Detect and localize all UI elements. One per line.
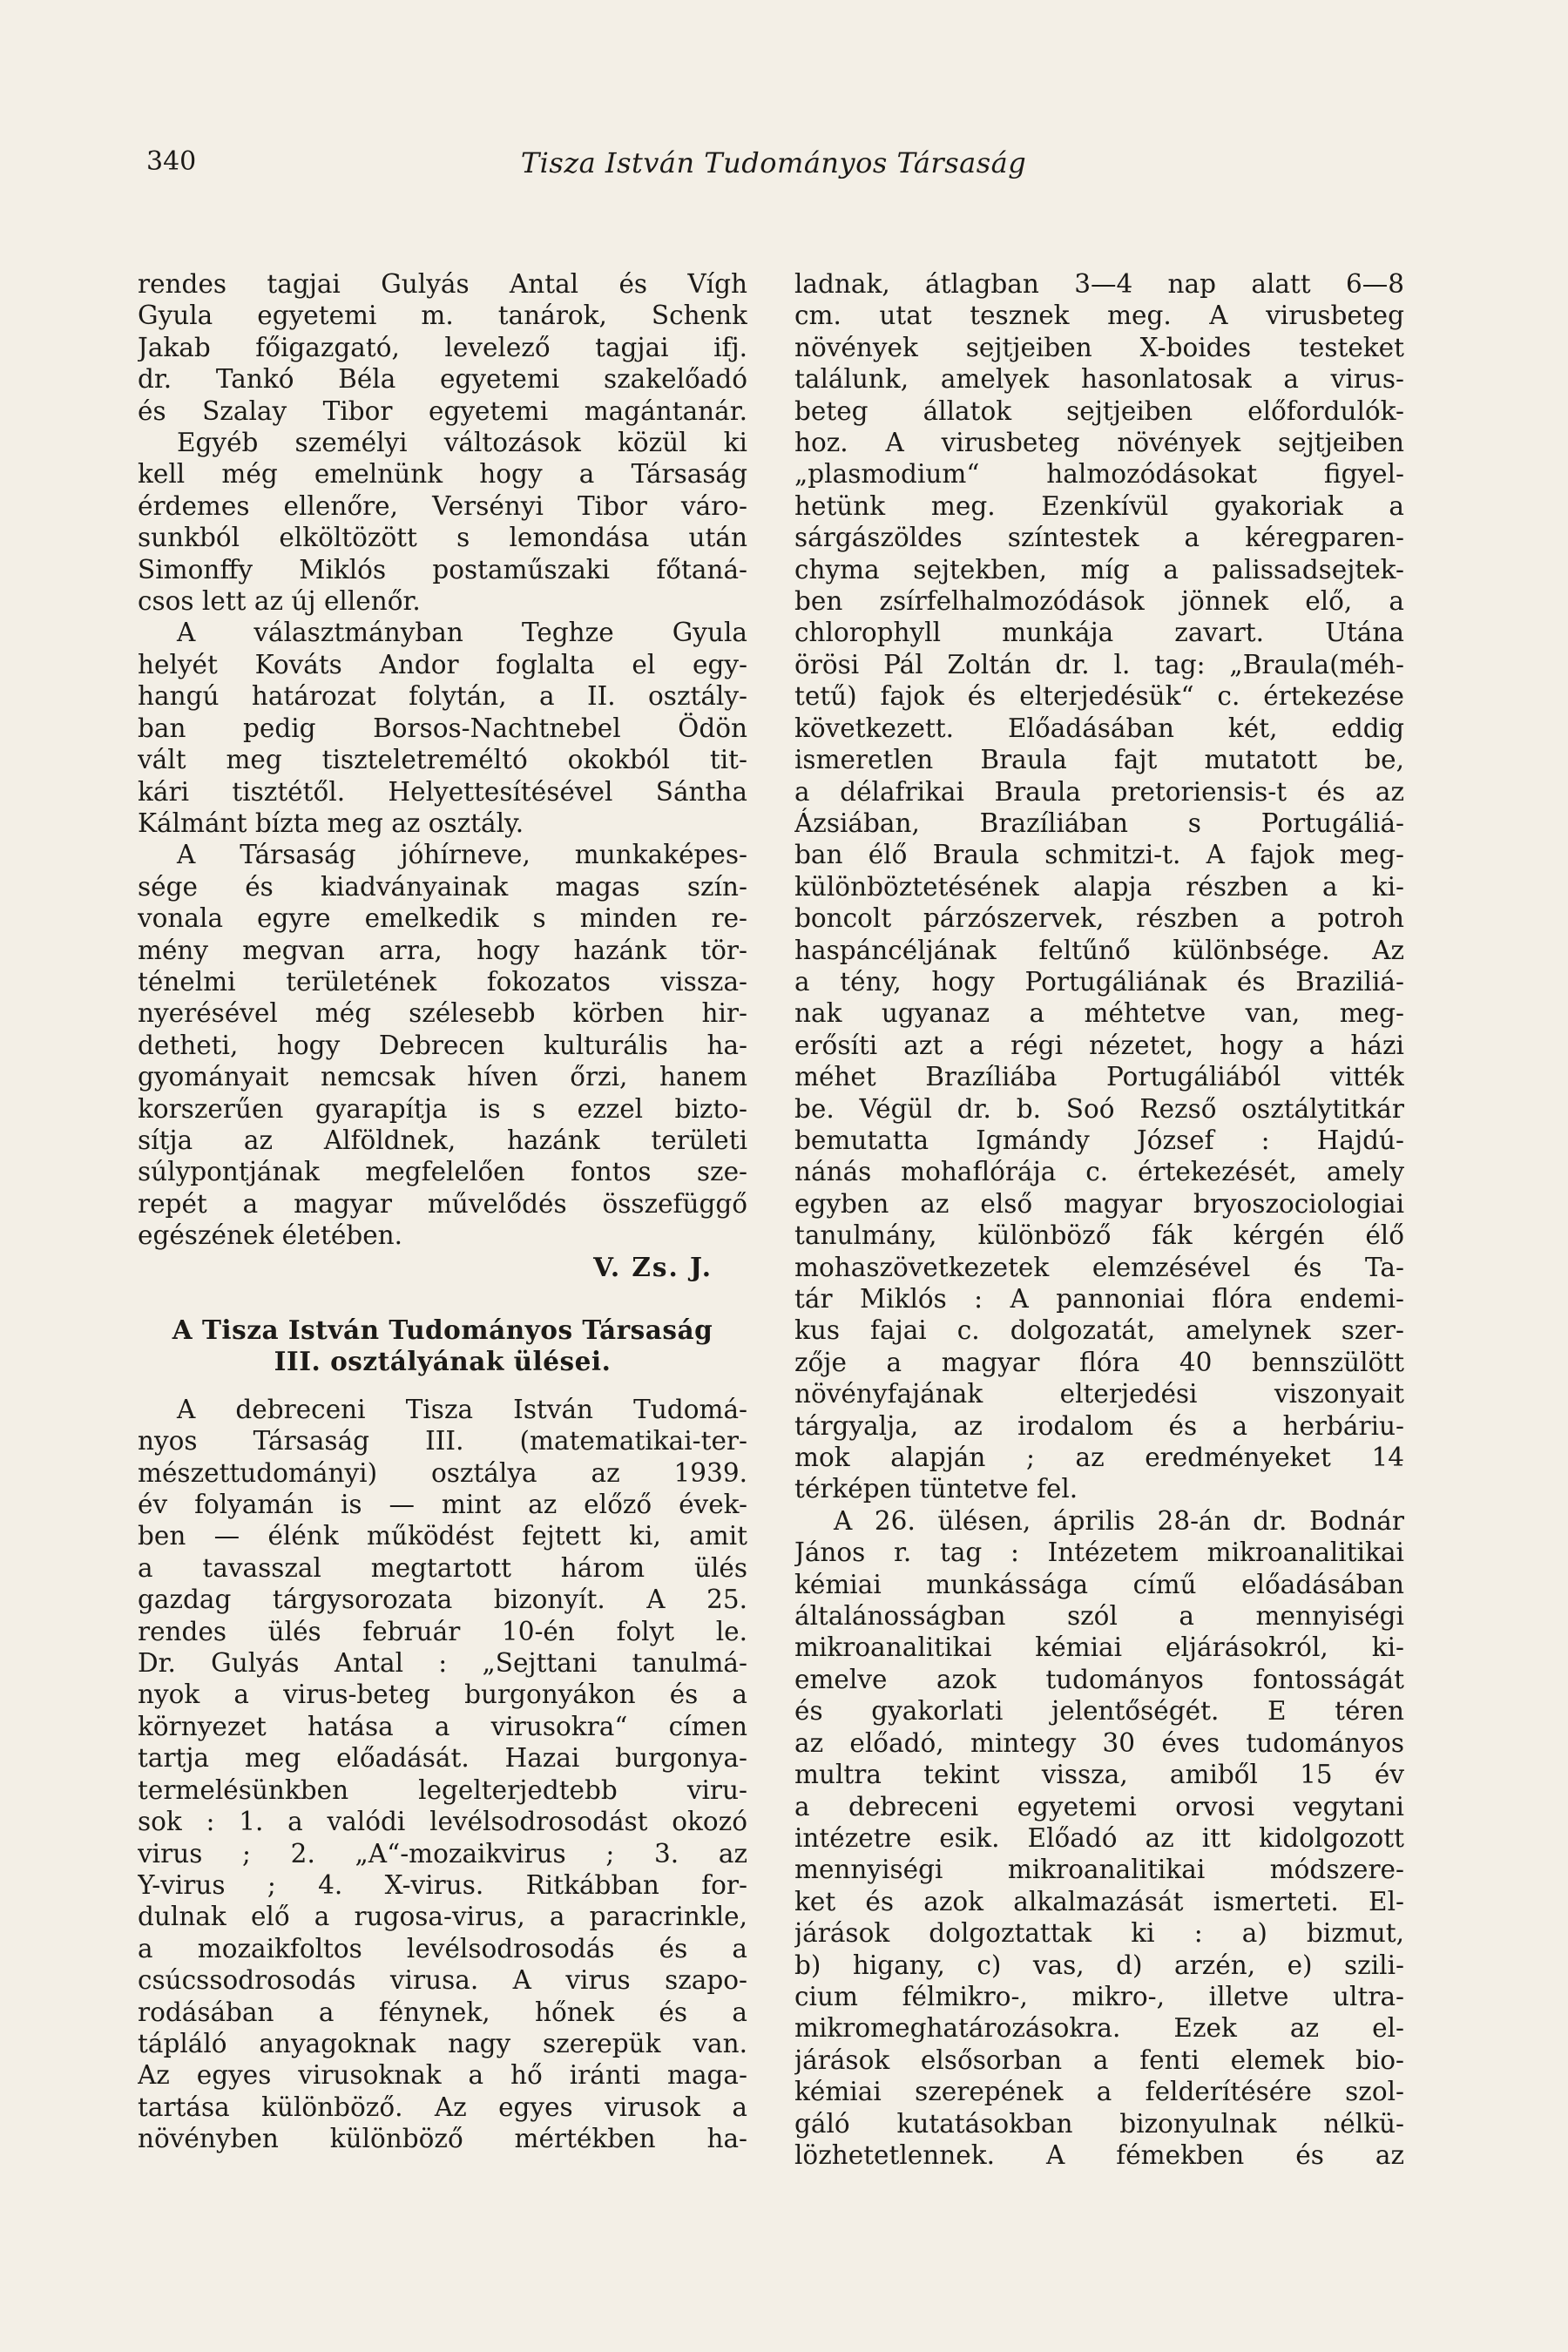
text-line: méhet Brazíliába Portugáliából vitték xyxy=(794,1062,1404,1092)
text-line: A választmányban Teghze Gyula xyxy=(177,618,747,648)
running-title: Tisza István Tudományos Társaság xyxy=(520,146,1027,179)
text-line: sítja az Alföldnek, hazánk területi xyxy=(138,1125,747,1155)
text-line: János r. tag : Intézetem mikroanalitikai xyxy=(794,1538,1404,1568)
text-line: zője a magyar flóra 40 bennszülött xyxy=(794,1347,1404,1377)
text-line: haspáncéljának feltűnő különbsége. Az xyxy=(794,935,1404,965)
spacer xyxy=(138,1283,747,1315)
text-line: mészettudományi) osztálya az 1939. xyxy=(138,1457,747,1488)
text-line: ladnak, átlagban 3—4 nap alatt 6—8 xyxy=(794,269,1404,299)
text-line: kári tisztétől. Helyettesítésével Sántha xyxy=(138,776,747,807)
section-heading: III. osztályának ülései. xyxy=(274,1346,612,1377)
text-line: termelésünkben legelterjedtebb viru- xyxy=(138,1774,747,1805)
section-heading: A Tisza István Tudományos Társaság xyxy=(172,1315,713,1345)
text-line: Y-virus ; 4. X-virus. Ritkábban for- xyxy=(138,1869,747,1900)
left-column xyxy=(138,268,747,2155)
text-line: Az egyes virusoknak a hő iránti maga- xyxy=(138,2060,747,2091)
text-line: a tavasszal megtartott három ülés xyxy=(138,1552,747,1583)
text-line: csos lett az új ellenőr. xyxy=(138,586,421,617)
text-line: év folyamán is — mint az előző évek- xyxy=(138,1490,747,1520)
text-line: egyben az első magyar bryoszociologiai xyxy=(794,1188,1404,1219)
text-line: különböztetésének alapja részben a ki- xyxy=(794,871,1404,902)
text-line: vonala egyre emelkedik s minden re- xyxy=(138,903,747,934)
text-line: hangú határozat folytán, a II. osztály- xyxy=(138,681,747,712)
text-line: Jakab főigazgató, levelező tagjai ifj. xyxy=(138,332,747,362)
text-line: ban pedig Borsos-Nachtnebel Ödön xyxy=(138,713,747,743)
text-line: a debreceni egyetemi orvosi vegytani xyxy=(794,1791,1404,1821)
text-line: tár Miklós : A pannoniai flóra endemi- xyxy=(794,1284,1404,1314)
text-line: környezet hatása a virusokra“ címen xyxy=(138,1711,747,1741)
text-line: rodásában a fénynek, hőnek és a xyxy=(138,1997,747,2027)
text-line: sárgászöldes színtestek a kéregparen- xyxy=(794,523,1404,553)
text-line: mok alapján ; az eredményeket 14 xyxy=(794,1443,1404,1473)
text-line: mohaszövetkezetek elemzésével és Ta- xyxy=(794,1252,1404,1282)
text-line: mikromeghatározásokra. Ezek az el- xyxy=(794,2013,1404,2044)
text-line: tetű) fajok és elterjedésük“ c. értekezése xyxy=(794,681,1404,712)
text-line: és Szalay Tibor egyetemi magántanár. xyxy=(138,395,747,426)
text-line: detheti, hogy Debrecen kulturális ha- xyxy=(138,1030,747,1060)
text-line: Dr. Gulyás Antal : „Sejttani tanulmá- xyxy=(138,1648,747,1679)
text-line: rendes ülés február 10-én folyt le. xyxy=(138,1616,747,1646)
text-line: tárgyalja, az irodalom és a herbáriu- xyxy=(794,1410,1404,1441)
text-line: egészének életében. xyxy=(138,1220,403,1251)
text-line: virus ; 2. „A“-mozaikvirus ; 3. az xyxy=(138,1838,747,1869)
text-line: mennyiségi mikroanalitikai módszere- xyxy=(794,1855,1404,1885)
text-line: növények sejtjeiben X-boides testeket xyxy=(794,332,1404,362)
text-line: Simonffy Miklós postaműszaki főtaná- xyxy=(138,554,747,585)
text-line: bemutatta Igmándy József : Hajdú- xyxy=(794,1125,1404,1155)
text-line: be. Végül dr. b. Soó Rezső osztálytitkár xyxy=(794,1093,1404,1124)
text-line: sok : 1. a valódi levélsodrosodást okozó xyxy=(138,1807,747,1837)
text-line: tartja meg előadását. Hazai burgonya- xyxy=(138,1743,747,1774)
right-column xyxy=(794,268,1404,2171)
text-line: a mozaikfoltos levélsodrosodás és a xyxy=(138,1933,747,1963)
text-line: ténelmi területének fokozatos vissza- xyxy=(138,966,747,997)
text-line: és gyakorlati jelentőségét. E téren xyxy=(794,1696,1404,1727)
text-line: ket és azok alkalmazását ismerteti. El- xyxy=(794,1886,1404,1916)
text-line: mény megvan arra, hogy hazánk tör- xyxy=(138,935,747,965)
text-line: sunkból elköltözött s lemondása után xyxy=(138,523,747,553)
text-line: chlorophyll munkája zavart. Utána xyxy=(794,618,1404,648)
text-line: kémiai szerepének a felderítésére szol- xyxy=(794,2077,1404,2107)
text-line: ban élő Braula schmitzi-t. A fajok meg- xyxy=(794,840,1404,870)
text-line: nyos Társaság III. (matematikai-ter- xyxy=(138,1426,747,1456)
text-line: Egyéb személyi változások közül ki xyxy=(177,428,747,458)
text-line: cm. utat tesznek meg. A virusbeteg xyxy=(794,301,1404,331)
text-line: helyét Kováts Andor foglalta el egy- xyxy=(138,649,747,679)
text-line: gáló kutatásokban bizonyulnak nélkü- xyxy=(794,2108,1404,2139)
text-line: erősíti azt a régi nézetet, hogy a házi xyxy=(794,1030,1404,1060)
text-line: növényfajának elterjedési viszonyait xyxy=(794,1379,1404,1409)
text-line: tápláló anyagoknak nagy szerepük van. xyxy=(138,2028,747,2058)
text-line: repét a magyar művelődés összefüggő xyxy=(138,1188,747,1219)
text-line: növényben különböző mértékben ha- xyxy=(138,2124,747,2154)
text-line: „plasmodium“ halmozódásokat figyel- xyxy=(794,459,1404,490)
text-line: örösi Pál Zoltán dr. l. tag: „Braula(méh- xyxy=(794,649,1404,679)
text-line: A 26. ülésen, április 28-án dr. Bodnár xyxy=(834,1505,1404,1536)
text-line: Ázsiában, Brazíliában s Portugáliá- xyxy=(794,808,1404,838)
text-line: tartása különböző. Az egyes virusok a xyxy=(138,2092,747,2122)
text-line: térképen tüntetve fel. xyxy=(794,1474,1078,1504)
text-line: b) higany, c) vas, d) arzén, e) szili- xyxy=(794,1950,1404,1980)
text-line: súlypontjának megfelelően fontos sze- xyxy=(138,1157,747,1187)
text-line: kémiai munkássága című előadásában xyxy=(794,1569,1404,1599)
text-line: Gyula egyetemi m. tanárok, Schenk xyxy=(138,301,747,331)
text-line: mikroanalitikai kémiai eljárásokról, ki- xyxy=(794,1632,1404,1663)
text-line: nánás mohaflórája c. értekezését, amely xyxy=(794,1157,1404,1187)
text-line: tanulmány, különböző fák kérgén élő xyxy=(794,1220,1404,1251)
text-line: lözhetetlennek. A fémekben és az xyxy=(794,2139,1404,2170)
text-line: multra tekint vissza, amiből 15 év xyxy=(794,1760,1404,1790)
text-line: ismeretlen Braula fajt mutatott be, xyxy=(794,745,1404,775)
text-line: A Társaság jóhírneve, munkaképes- xyxy=(177,840,747,870)
text-line: nak ugyanaz a méhtetve van, meg- xyxy=(794,998,1404,1029)
text-line: gyományait nemcsak híven őrzi, hanem xyxy=(138,1062,747,1092)
spacer xyxy=(138,1378,747,1394)
text-line: általánosságban szól a mennyiségi xyxy=(794,1601,1404,1632)
text-line: ben zsírfelhalmozódások jönnek elő, a xyxy=(794,586,1404,617)
text-line: dr. Tankó Béla egyetemi szakelőadó xyxy=(138,364,747,395)
text-line: hoz. A virusbeteg növények sejtjeiben xyxy=(794,428,1404,458)
text-line: cium félmikro-, mikro-, illetve ultra- xyxy=(794,1981,1404,2011)
text-line: dulnak elő a rugosa-virus, a paracrinkle, xyxy=(138,1902,747,1932)
text-line: rendes tagjai Gulyás Antal és Vígh xyxy=(138,269,747,299)
text-line: korszerűen gyarapítja is s ezzel bizto- xyxy=(138,1093,747,1124)
text-line: a tény, hogy Portugáliának és Braziliá- xyxy=(794,966,1404,997)
text-line: nyerésével még szélesebb körben hir- xyxy=(138,998,747,1029)
text-line: járások dolgoztattak ki : a) bizmut, xyxy=(794,1918,1404,1949)
text-line: A debreceni Tisza István Tudomá- xyxy=(177,1394,747,1424)
text-line: intézetre esik. Előadó az itt kidolgozott xyxy=(794,1822,1404,1853)
page-header xyxy=(146,146,1401,190)
text-line: kell még emelnünk hogy a Társaság xyxy=(138,459,747,490)
text-line: járások elsősorban a fenti elemek bio- xyxy=(794,2044,1404,2075)
text-line: beteg állatok sejtjeiben előfordulók- xyxy=(794,395,1404,426)
text-line: hetünk meg. Ezenkívül gyakoriak a xyxy=(794,490,1404,521)
text-line: csúcssodrosodás virusa. A virus szapo- xyxy=(138,1965,747,1996)
text-line: gazdag tárgysorozata bizonyít. A 25. xyxy=(138,1585,747,1615)
text-line: a délafrikai Braula pretoriensis-t és az xyxy=(794,776,1404,807)
text-line: ben — élénk működést fejtett ki, amit xyxy=(138,1521,747,1551)
text-line: boncolt párzószervek, részben a potroh xyxy=(794,903,1404,934)
text-line: kus fajai c. dolgozatát, amelynek szer- xyxy=(794,1315,1404,1346)
text-line: az előadó, mintegy 30 éves tudományos xyxy=(794,1727,1404,1758)
text-line: vált meg tiszteletreméltó okokból tit- xyxy=(138,745,747,775)
text-line: nyok a virus-beteg burgonyákon és a xyxy=(138,1680,747,1710)
text-line: következett. Előadásában két, eddig xyxy=(794,713,1404,743)
text-line: találunk, amelyek hasonlatosak a virus- xyxy=(794,364,1404,395)
text-line: chyma sejtekben, míg a palissadsejtek- xyxy=(794,554,1404,585)
author-signature: V. Zs. J. xyxy=(593,1251,713,1282)
text-line: Kálmánt bízta meg az osztály. xyxy=(138,808,524,838)
page-number: 340 xyxy=(146,146,197,177)
text-line: sége és kiadványainak magas szín- xyxy=(138,871,747,902)
text-line: emelve azok tudományos fontosságát xyxy=(794,1664,1404,1694)
text-line: érdemes ellenőre, Versényi Tibor váro- xyxy=(138,490,747,521)
